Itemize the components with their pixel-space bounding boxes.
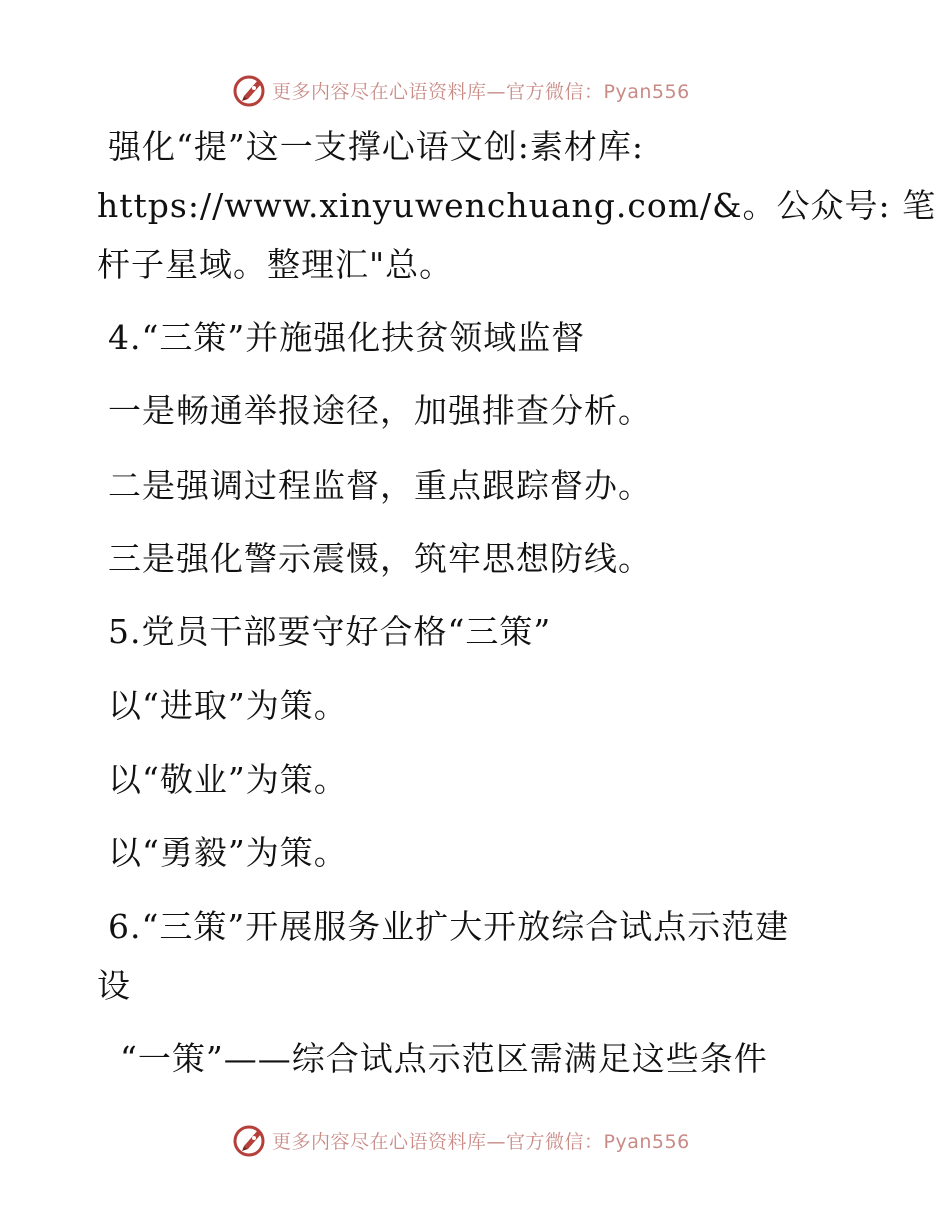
section-heading: 4.“三策”并施强化扶贫领域监督 (108, 318, 586, 357)
body-line: “一策”——综合试点示范区需满足这些条件 (120, 1039, 768, 1078)
body-line: 杆子星域。整理汇"总。 (97, 245, 454, 284)
body-line: 以“勇毅”为策。 (108, 833, 348, 872)
body-line: 以“进取”为策。 (108, 686, 348, 725)
watermark-text: 更多内容尽在心语资料库—官方微信：Pyan556 (272, 80, 690, 103)
body-line: 二是强调过程监督，重点跟踪督办。 (108, 466, 652, 505)
section-heading: 5.党员干部要守好合格“三策” (108, 612, 552, 651)
body-line: 强化“提”这一支撑心语文创:素材库: (108, 127, 644, 166)
footer-watermark (232, 1120, 690, 1160)
body-line: 一是畅通举报途径，加强排查分析。 (108, 391, 652, 430)
body-line: 设 (97, 966, 131, 1005)
body-line: https://www.xinyuwenchuang.com/&。公众号: 笔 (97, 186, 937, 225)
body-line: 以“敬业”为策。 (108, 760, 348, 799)
section-heading: 6.“三策”开展服务业扩大开放综合试点示范建 (108, 907, 790, 946)
pen-logo-icon (232, 1122, 268, 1158)
body-line: 三是强化警示震慑，筑牢思想防线。 (108, 539, 652, 578)
watermark-text: 更多内容尽在心语资料库—官方微信：Pyan556 (272, 1130, 690, 1153)
